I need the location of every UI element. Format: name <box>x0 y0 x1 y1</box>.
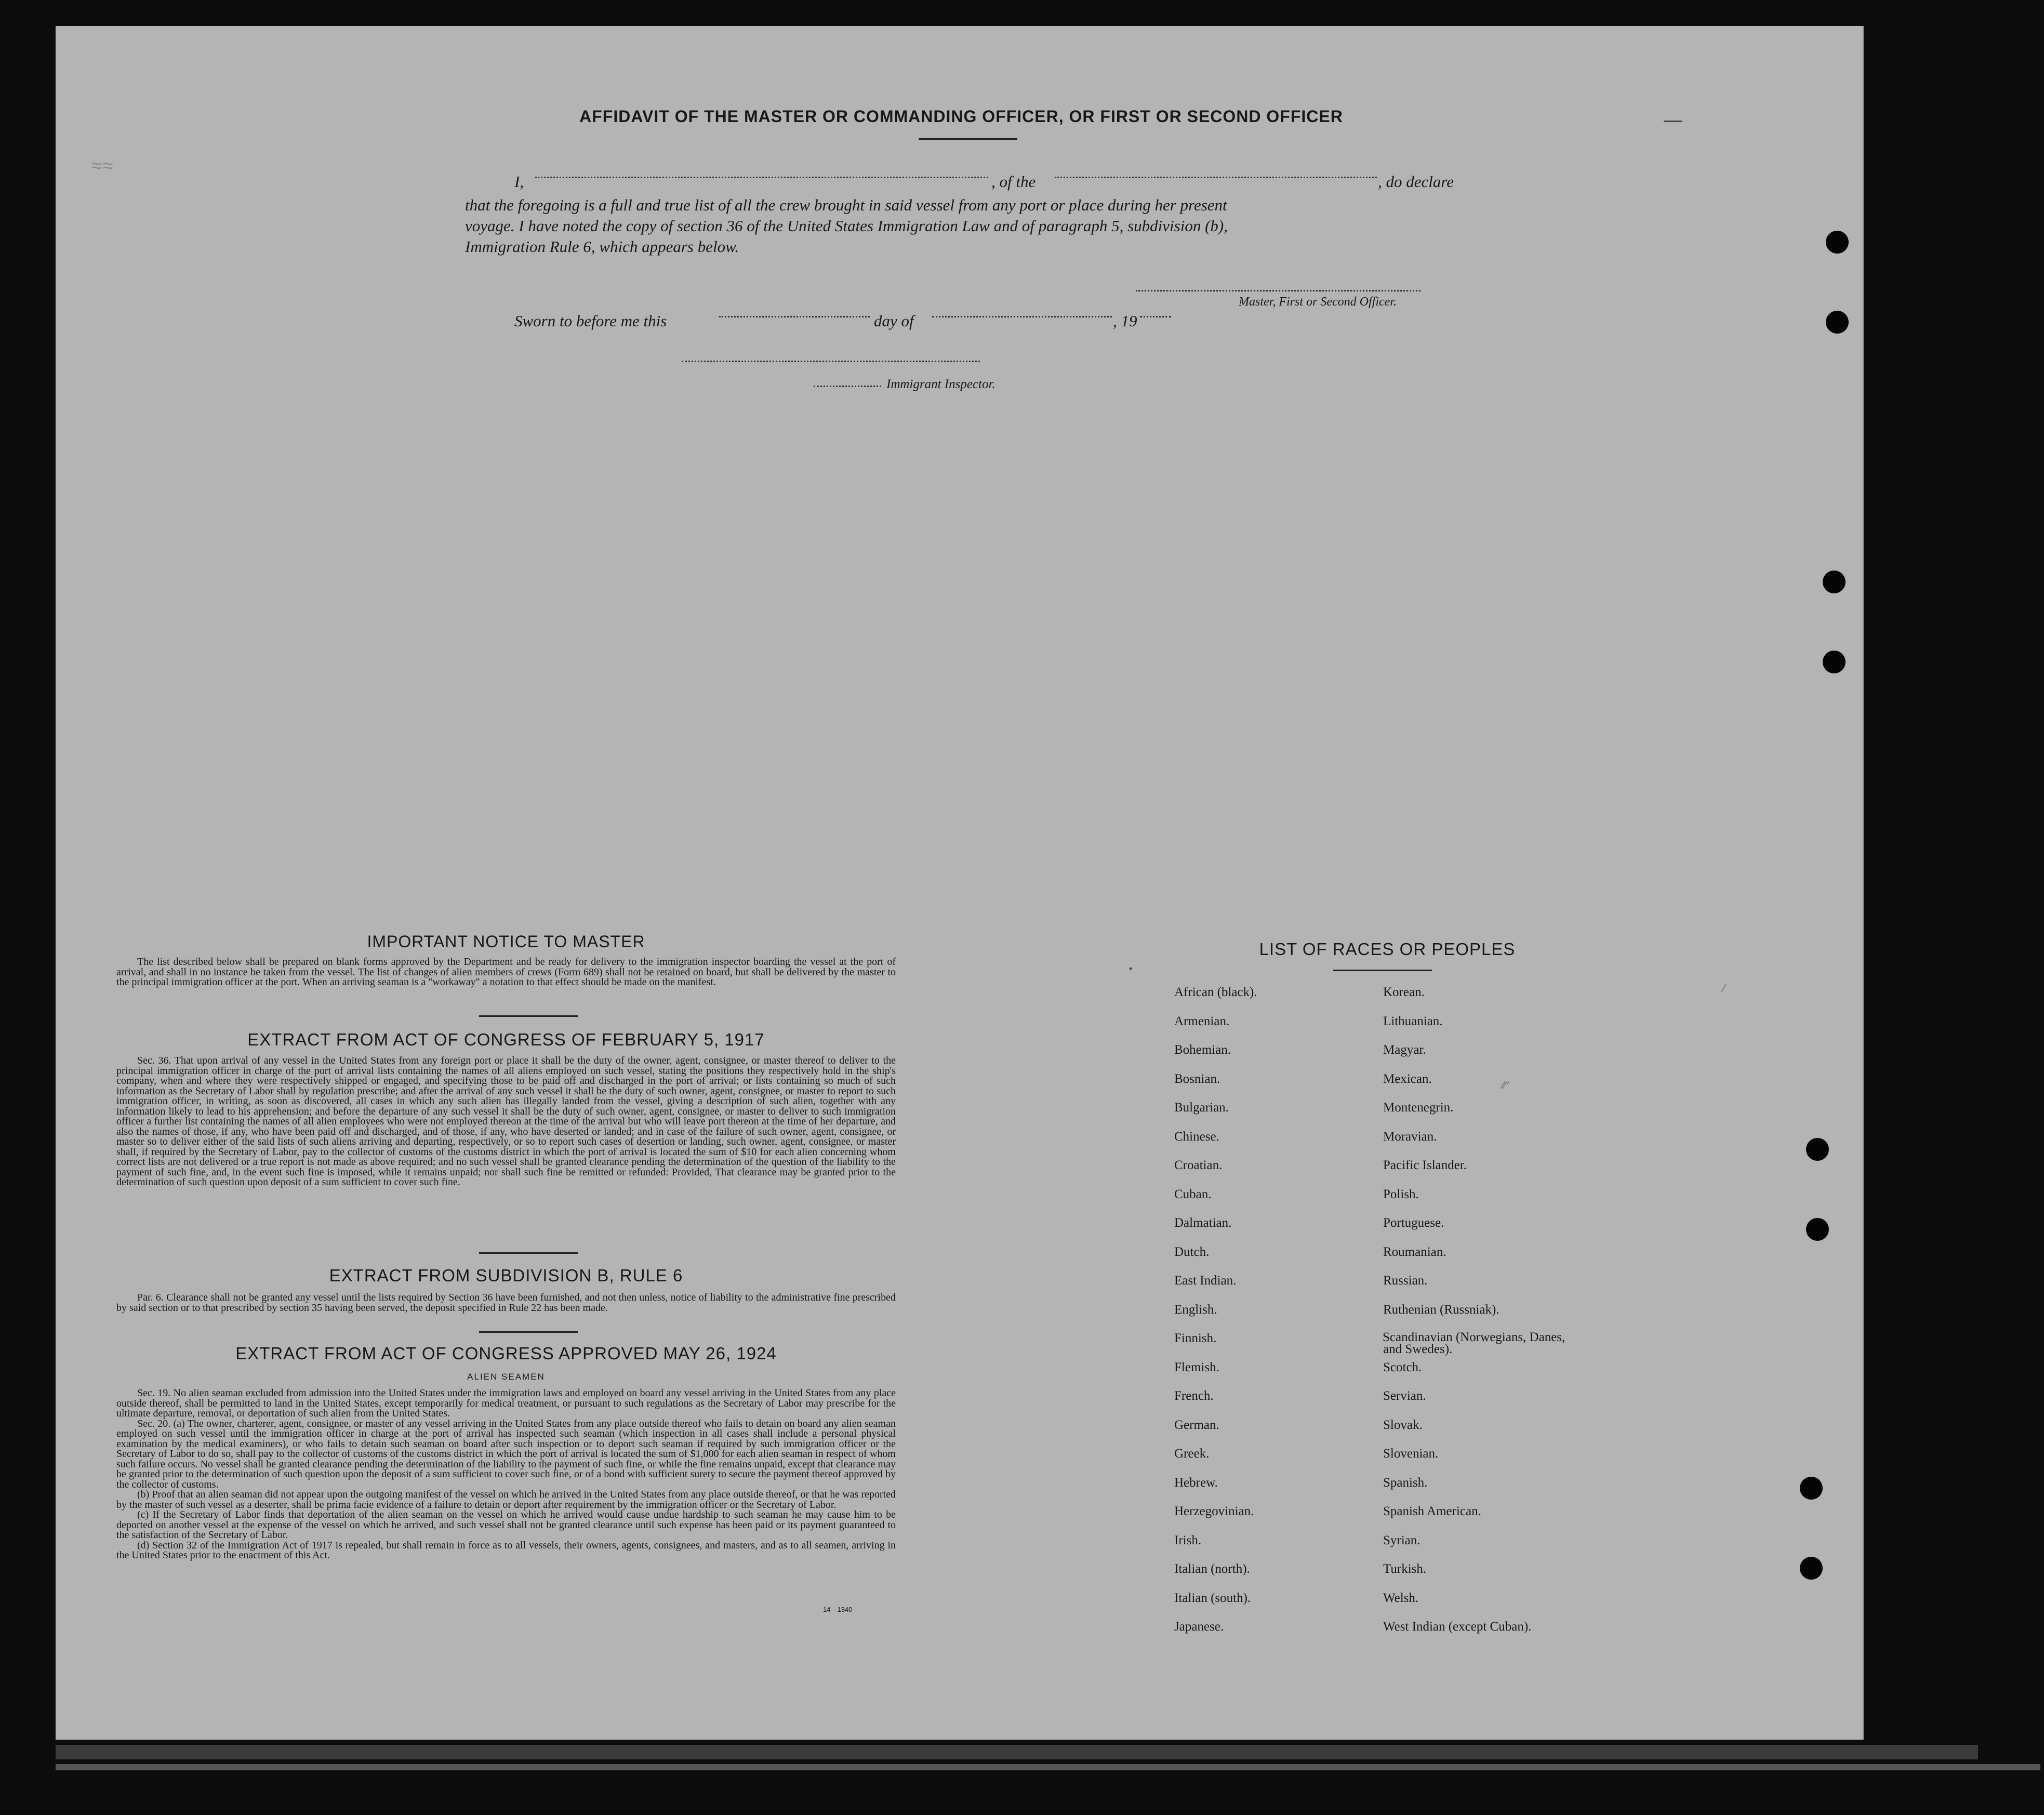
extract-1917-body: Sec. 36. That upon arrival of any vessel in the United States from any foreign port or place it shall be the duty of the owner, agent, consignee, or master thereof to deliver to the principal immigration officer in charge of the port of arrival lists containing the names of all aliens employed on such vessel, stating the positions they respectively hold in the ship's company, when and where they were respectively shipped or engaged, and specifying those to be paid off and discharged in the port of arrival; or lists containing so much of such information as the Secretary of Labor shall by regulation prescribe; and after the arrival of any such vessel it shall be the duty of such owner, agent, consignee, or master to report to such immigration officer, in writing, as soon as discovered, all cases in which any such alien has illegally landed from the vessel, giving a description of such alien, together with any information likely to lead to his apprehension; and before the departure of any such vessel it shall be the duty of such owner, agent, consignee, or master to deliver to such immigration officer a further list containing the names of all alien employees who were not employed thereon at the time of the arrival but who will leave port thereon at the time of her departure, and also the names of those, if any, who have been paid off and discharged, and of those, if any, who have deserted or landed; and in case of the failure of such owner, agent, consignee, or master so to deliver either of the said lists of such aliens arriving and departing, respectively, or so to report such cases of desertion or landing, such owner, agent, consignee, or master shall, if required by the Secretary of Labor, pay to the collector of customs of the customs district in which the port of arrival is located the sum of $10 for each alien concerning whom correct lists are not delivered or a true report is not made as above required; and no such vessel shall be granted clearance pending the determination of the question of the liability to the payment of such fine, and, in the event such fine is imposed, while it remains unpaid; nor shall such fine be remitted or refunded: Provided, That clearance may be granted prior to the determination of such question upon deposit of a sum sufficient to cover such fine. <box>116 1055 896 1188</box>
race-row <box>1174 1303 1581 1332</box>
race-left: Herzegovinian. <box>1174 1504 1254 1518</box>
race-left: Cuban. <box>1174 1187 1212 1201</box>
race-right: Welsh. <box>1383 1591 1419 1605</box>
race-row <box>1174 1476 1581 1505</box>
race-row <box>1174 1043 1581 1072</box>
extract-rule6-body: Par. 6. Clearance shall not be granted any vessel until the lists required by Section 36 have been furnished, and not then unless, notice of liability to the administrative fine prescribed by said section or to that prescribed by section 35 having been served, the deposit specified in Rule 22 has been made. <box>116 1292 896 1314</box>
race-row <box>1174 1187 1581 1216</box>
race-left: English. <box>1174 1302 1217 1317</box>
extract-1924-body <box>116 1388 896 1561</box>
race-row <box>1174 1158 1581 1187</box>
race-right: Montenegrin. <box>1383 1101 1454 1115</box>
binder-hole <box>1823 571 1846 593</box>
race-row <box>1174 985 1581 1014</box>
extract-1924-subtitle: ALIEN SEAMEN <box>467 1372 545 1382</box>
race-left: Croatian. <box>1174 1158 1223 1172</box>
race-right: Servian. <box>1383 1389 1426 1403</box>
race-right: Polish. <box>1383 1187 1419 1201</box>
day-blank <box>719 316 870 317</box>
section-20c: (c) If the Secretary of Labor finds that deportation of the alien seaman on the vessel on which he arrived would cause undue hardship to such seaman he may cause him to be deported on another vessel at the expense of the vessel on which he arrived, and such vessel shall not be granted clearance until such expense has been paid or its payment guaranteed to the satisfaction of the Secretary of Labor. <box>116 1509 896 1541</box>
races-title: LIST OF RACES OR PEOPLES <box>1259 939 1516 959</box>
race-right: Moravian. <box>1383 1129 1437 1144</box>
race-row <box>1174 1072 1581 1101</box>
race-row <box>1174 1504 1581 1533</box>
binder-hole <box>1806 1218 1829 1241</box>
vessel-blank <box>1055 177 1377 178</box>
binder-hole <box>1826 231 1849 254</box>
section-divider <box>479 1252 578 1254</box>
race-left: French. <box>1174 1389 1214 1403</box>
form-number: 14—1340 <box>823 1606 853 1613</box>
race-right: West Indian (except Cuban). <box>1383 1620 1532 1634</box>
race-row <box>1174 1216 1581 1245</box>
inspector-label: Immigrant Inspector. <box>886 377 996 391</box>
signature-blank <box>1136 290 1421 292</box>
race-right: Scandinavian (Norwegians, Danes, and Swedes). <box>1383 1330 1565 1356</box>
section-20a: Sec. 20. (a) The owner, charterer, agent, consignee, or master of any vessel arriving in the United States from any place outside thereof who fails to detain on board any alien seaman employed on such vessel until the immigration officer in charge at the port of arrival has inspected such seaman (which inspection in all cases shall include a personal physical examination by the medical examiners), or who fails to detain such seaman on board after such inspection or to deport such seaman if required by such immigration officer or the Secretary of Labor to do so, shall pay to the collector of customs of the customs district in which the port of arrival is located the sum of $1,000 for each alien seaman in respect of whom such failure occurs. No vessel shall be granted clearance pending the determination of the liability to the payment of such fine, or while the fine remains unpaid, except that clearance may be granted prior to the determination of such question upon the deposit of a sum sufficient to cover such fine, or of a bond with sufficient surety to secure the payment thereof approved by the collector of customs. <box>116 1417 896 1490</box>
race-row <box>1174 1418 1581 1447</box>
race-left: German. <box>1174 1417 1219 1432</box>
scanner-edge-strip <box>56 1745 1978 1759</box>
race-left: African (black). <box>1174 985 1257 999</box>
affidavit-of-the: , of the <box>991 173 1036 191</box>
race-left: East Indian. <box>1174 1274 1237 1288</box>
race-row <box>1174 1447 1581 1476</box>
race-row <box>1174 1562 1581 1591</box>
race-left: Japanese. <box>1174 1620 1224 1634</box>
race-right: Spanish. <box>1383 1475 1428 1490</box>
extract-rule6-title: EXTRACT FROM SUBDIVISION B, RULE 6 <box>329 1266 683 1285</box>
affidavit-line: that the foregoing is a full and true list of all the crew brought in said vessel from any port or place during her present <box>465 196 1227 214</box>
extract-1924-title: EXTRACT FROM ACT OF CONGRESS APPROVED MAY 26, 1924 <box>235 1344 777 1363</box>
race-row <box>1174 1620 1581 1649</box>
race-right: Scotch. <box>1383 1360 1422 1374</box>
sworn-prefix: Sworn to before me this <box>514 312 667 330</box>
race-right: Russian. <box>1383 1274 1428 1288</box>
race-right: Ruthenian (Russniak). <box>1383 1302 1499 1317</box>
race-right: Pacific Islander. <box>1383 1158 1467 1172</box>
race-row <box>1174 1331 1581 1360</box>
stray-dot <box>1130 968 1132 970</box>
section-20b: (b) Proof that an alien seaman did not appear upon the outgoing manifest of the vessel on which he arrived in the United States from any place outside thereof, or that he was reported by the master of such vessel as a deserter, shall be prima facie evidence of a failure to detain or deport after requirement by the immigration officer or the Secretary of Labor. <box>116 1489 896 1511</box>
race-right: Slovak. <box>1383 1417 1423 1432</box>
race-row <box>1174 1245 1581 1274</box>
affidavit-i: I, <box>514 173 524 191</box>
sworn-day-of: day of <box>874 312 914 330</box>
affidavit-title: AFFIDAVIT OF THE MASTER OR COMMANDING OFFICER, OR FIRST OR SECOND OFFICER <box>579 107 1343 126</box>
notice-title: IMPORTANT NOTICE TO MASTER <box>367 932 645 951</box>
month-blank <box>932 316 1112 317</box>
scanner-edge-strip-lower <box>56 1764 2040 1770</box>
race-row <box>1174 1591 1581 1620</box>
section-20d: (d) Section 32 of the Immigration Act of 1917 is repealed, but shall remain in force as to all vessels, their owners, agents, consignees, and masters, and as to all seamen, arriving in the United States prior to the enactment of this Act. <box>116 1539 896 1561</box>
inspector-blank-short <box>814 386 881 387</box>
section-divider <box>479 1331 578 1333</box>
year-blank <box>1140 316 1171 317</box>
race-right: Roumanian. <box>1383 1244 1446 1259</box>
binder-hole <box>1800 1477 1823 1500</box>
race-left: Bulgarian. <box>1174 1101 1229 1115</box>
extract-1917-title: EXTRACT FROM ACT OF CONGRESS OF FEBRUARY 5, 1917 <box>247 1030 765 1049</box>
affidavit-declare: , do declare <box>1378 173 1454 191</box>
binder-hole <box>1826 311 1849 334</box>
race-right: Syrian. <box>1383 1533 1421 1547</box>
race-row <box>1174 1389 1581 1418</box>
stray-mark: ˑ⁄⁄ᐟ <box>1499 1080 1510 1091</box>
race-left: Dutch. <box>1174 1244 1210 1259</box>
stray-mark: ≈≈ <box>91 155 114 176</box>
section-19: Sec. 19. No alien seaman excluded from admission into the United States under the immigration laws and employed on board any vessel arriving in the United States from any place outside thereof, shall be permitted to land in the United States, except temporarily for medical treatment, or pursuant to such regulations as the Secretary of Labor may prescribe for the ultimate departure, removal, or deportation of such alien from the United States. <box>116 1387 896 1419</box>
race-right: Slovenian. <box>1383 1447 1439 1461</box>
race-right: Magyar. <box>1383 1043 1426 1057</box>
races-table <box>1174 985 1581 1649</box>
race-row <box>1174 1533 1581 1562</box>
inspector-blank <box>682 361 980 362</box>
race-row <box>1174 1014 1581 1043</box>
signature-label: Master, First or Second Officer. <box>1239 295 1397 309</box>
race-right: Spanish American. <box>1383 1504 1481 1518</box>
race-left: Bohemian. <box>1174 1043 1231 1057</box>
affidavit-line: Immigration Rule 6, which appears below. <box>465 237 739 256</box>
race-row <box>1174 1130 1581 1159</box>
race-row <box>1174 1274 1581 1303</box>
race-left: Finnish. <box>1174 1331 1217 1345</box>
race-row <box>1174 1101 1581 1130</box>
binder-hole <box>1823 651 1846 673</box>
race-left: Dalmatian. <box>1174 1216 1232 1230</box>
race-left: Italian (south). <box>1174 1591 1251 1605</box>
race-left: Flemish. <box>1174 1360 1219 1374</box>
race-right: Portuguese. <box>1383 1216 1444 1230</box>
race-left: Greek. <box>1174 1447 1210 1461</box>
race-right: Turkish. <box>1383 1562 1427 1576</box>
race-left: Bosnian. <box>1174 1071 1220 1086</box>
affidavit-line: voyage. I have noted the copy of section 36 of the United States Immigration Law and of paragraph 5, subdivision (b), <box>465 217 1228 235</box>
race-left: Hebrew. <box>1174 1475 1218 1490</box>
sworn-year: , 19 <box>1113 312 1137 330</box>
race-right: Mexican. <box>1383 1071 1432 1086</box>
races-divider <box>1333 970 1432 971</box>
binder-hole <box>1800 1557 1823 1580</box>
name-blank <box>535 177 988 178</box>
notice-body: The list described below shall be prepared on blank forms approved by the Department and be ready for delivery to the immigration inspector boarding the vessel at the port of arrival, and shall in no instance be taken from the vessel. The list of changes of alien members of crews (Form 689) shall not be retained on board, but shall be delivered by the master to the principal immigration officer at the port. When an arriving seaman is a "workaway" a notation to that effect should be made on the manifest. <box>116 956 896 988</box>
race-left: Chinese. <box>1174 1129 1219 1144</box>
race-left: Irish. <box>1174 1533 1202 1547</box>
race-row <box>1174 1360 1581 1389</box>
section-divider <box>479 1015 578 1017</box>
stray-mark: ⁄ <box>1723 982 1725 995</box>
stray-mark <box>1664 121 1682 122</box>
title-divider <box>919 138 1017 140</box>
binder-hole <box>1806 1138 1829 1161</box>
race-left: Armenian. <box>1174 1014 1230 1028</box>
race-left: Italian (north). <box>1174 1562 1250 1576</box>
race-right: Lithuanian. <box>1383 1014 1443 1028</box>
race-right: Korean. <box>1383 985 1425 999</box>
